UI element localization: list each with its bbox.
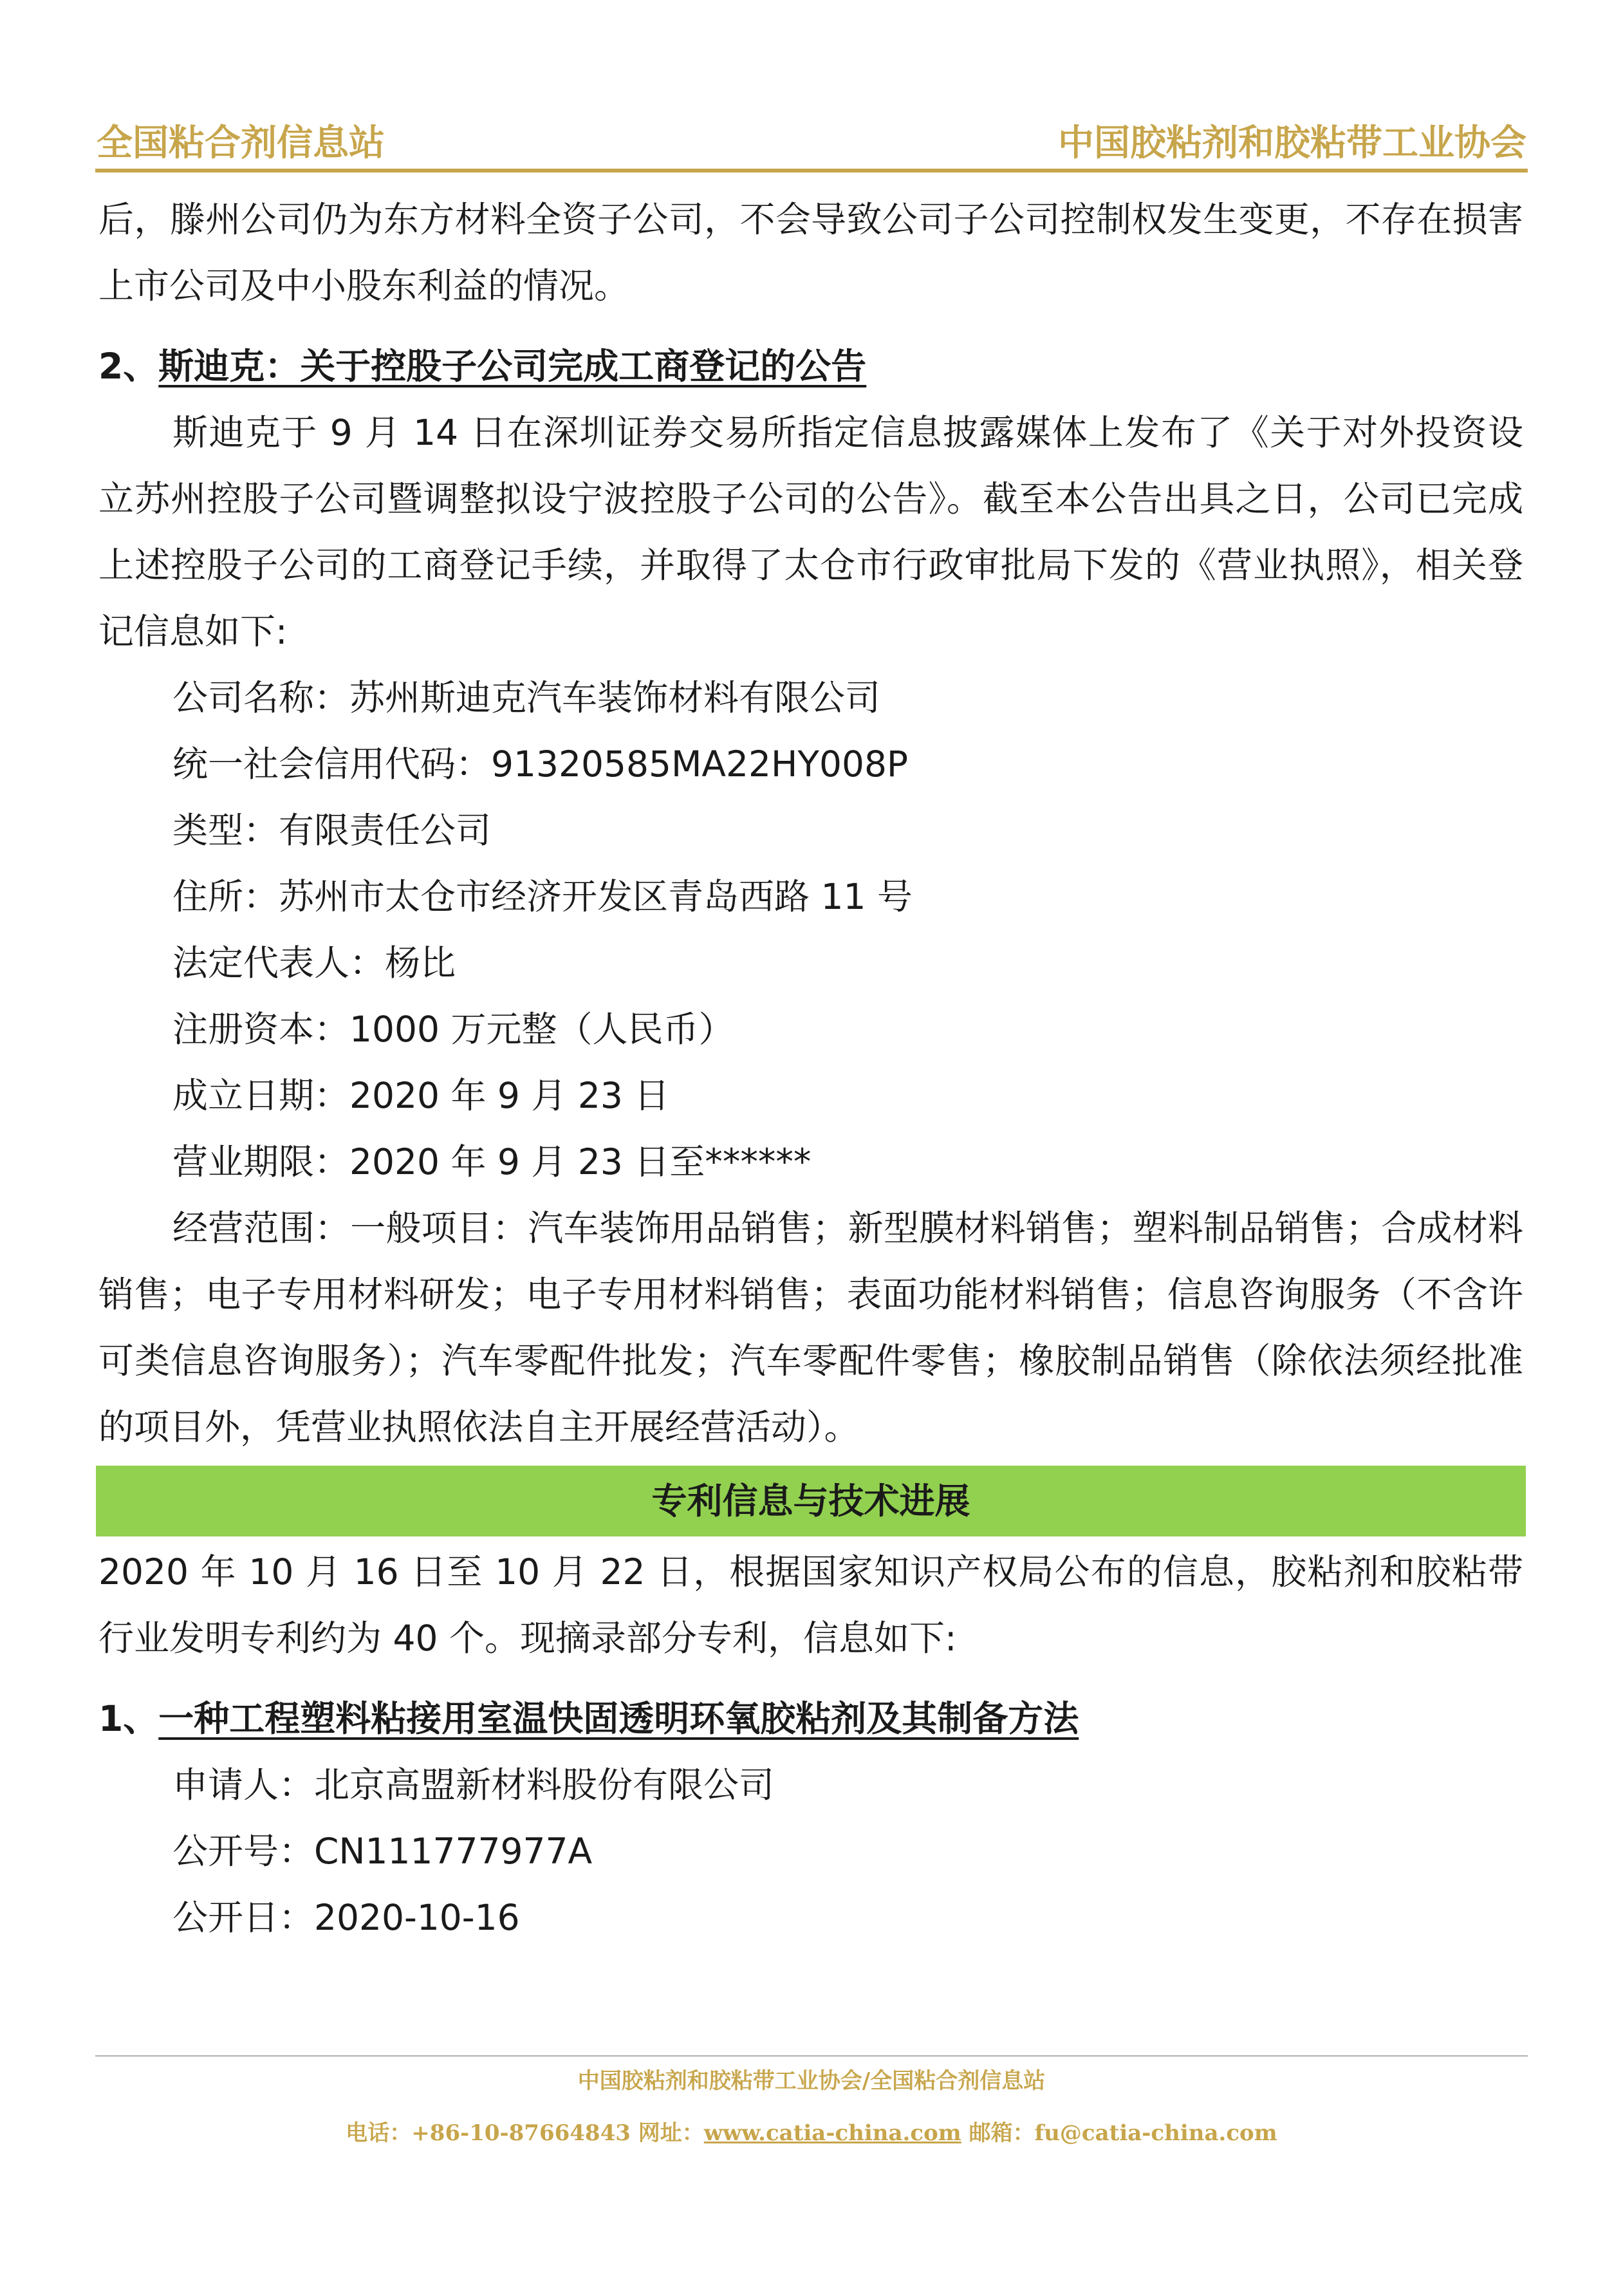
header-site-name: 全国粘合剂信息站 xyxy=(97,122,385,164)
field-address: 住所：苏州市太仓市经济开发区青岛西路 11 号 xyxy=(172,876,913,917)
field-type: 类型：有限责任公司 xyxy=(172,810,492,851)
document-body xyxy=(98,187,1523,1951)
footer-divider xyxy=(95,2055,1528,2057)
section-heading-2 xyxy=(98,333,1523,400)
patent-applicant: 申请人：北京高盟新材料股份有限公司 xyxy=(172,1764,775,1806)
section-number: 2、 xyxy=(98,346,159,387)
patent-publication-date: 公开日：2020-10-16 xyxy=(172,1897,520,1938)
field-credit-code: 统一社会信用代码：91320585MA22HY008P xyxy=(172,743,909,785)
footer-email: 邮箱：fu@catia-china.com xyxy=(961,2120,1277,2146)
section-title: 斯迪克：关于控股子公司完成工商登记的公告 xyxy=(158,346,867,387)
field-founded: 成立日期：2020 年 9 月 23 日 xyxy=(172,1075,670,1116)
field-term: 营业期限：2020 年 9 月 23 日至****** xyxy=(172,1141,812,1182)
field-legal-rep: 法定代表人：杨比 xyxy=(172,942,456,984)
patent-intro: 2020 年 10 月 16 日至 10 月 22 日，根据国家知识产权局公布的信息，胶粘剂和胶粘带行业发明专利约为 40 个。现摘录部分专利，信息如下: xyxy=(98,1551,1523,1659)
patent-publication-number: 公开号：CN111777977A xyxy=(172,1831,593,1872)
header-divider xyxy=(95,169,1528,173)
footer-organization: 中国胶粘剂和胶粘带工业协会/全国粘合剂信息站 xyxy=(577,2068,1046,2094)
footer-website-link[interactable]: www.catia-china.com xyxy=(703,2120,961,2146)
field-business-scope: 经营范围：一般项目：汽车装饰用品销售；新型膜材料销售；塑料制品销售；合成材料销售；电子专用材料研发；电子专用材料销售；表面功能材料销售；信息咨询服务（不含许可类信息咨询服务）；汽车零配件批发；汽车零配件零售；橡胶制品销售（除依法须经批准的项目外，凭营业执照依法自主开展经营活动）。 xyxy=(98,1208,1523,1448)
field-capital: 注册资本：1000 万元整（人民币） xyxy=(172,1009,734,1050)
patent-title: 一种工程塑料粘接用室温快固透明环氧胶粘剂及其制备方法 xyxy=(158,1698,1079,1739)
section-banner: 专利信息与技术进展 xyxy=(96,1466,1526,1536)
patent-number: 1、 xyxy=(98,1698,159,1739)
field-company-name: 公司名称：苏州斯迪克汽车装饰材料有限公司 xyxy=(172,677,881,718)
intro-paragraph: 后，滕州公司仍为东方材料全资子公司，不会导致公司子公司控制权发生变更，不存在损害上市公司及中小股东利益的情况。 xyxy=(98,199,1523,306)
section-paragraph: 斯迪克于 9 月 14 日在深圳证券交易所指定信息披露媒体上发布了《关于对外投资设立苏州控股子公司暨调整拟设宁波控股子公司的公告》。截至本公告出具之日，公司已完成上述控股子公司的工商登记手续，并取得了太仓市行政审批局下发的《营业执照》，相关登记信息如下: xyxy=(98,412,1523,652)
footer-contact xyxy=(0,2115,1623,2147)
footer-phone: 电话：+86-10-87664843 网址： xyxy=(346,2120,704,2146)
patent-heading-1 xyxy=(98,1686,1523,1752)
header-association-name: 中国胶粘剂和胶粘带工业协会 xyxy=(1058,122,1526,164)
